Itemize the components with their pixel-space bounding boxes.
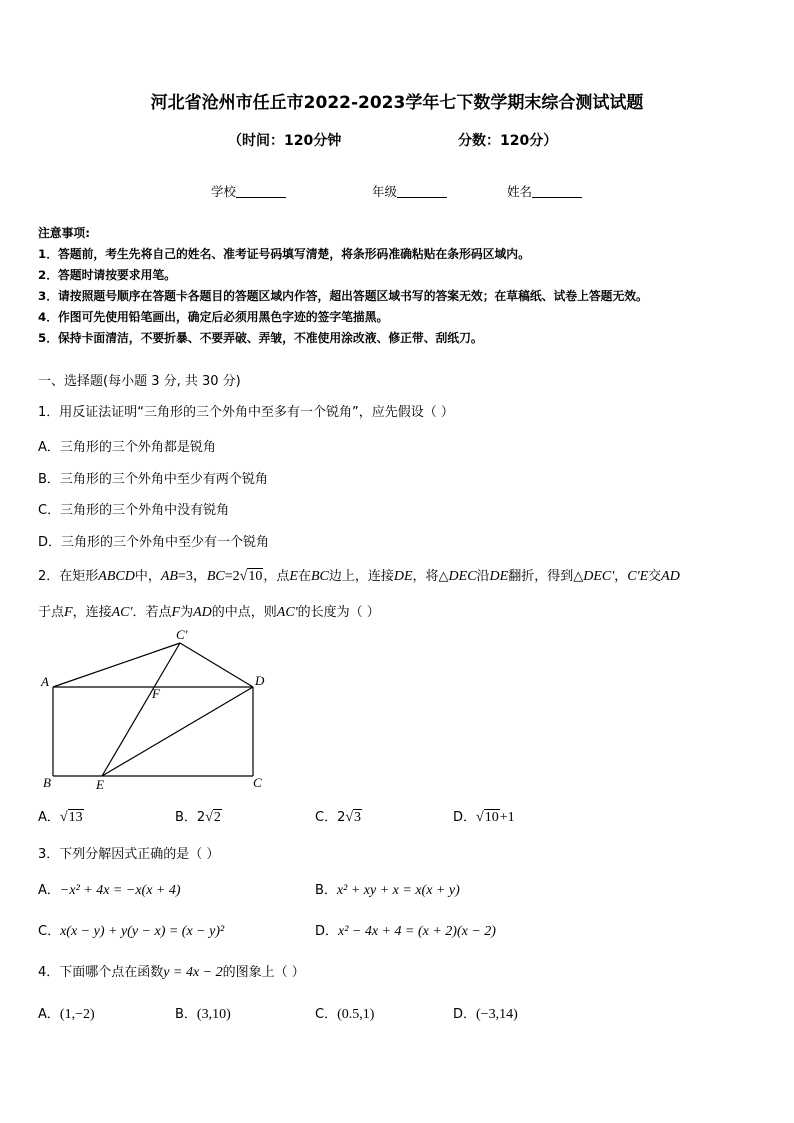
segment-c-prime-d <box>180 643 253 687</box>
grade-blank[interactable] <box>397 185 447 198</box>
notice-item: 4．作图可先使用铅笔画出，确定后必须用黑色字迹的签字笔描黑。 <box>38 310 389 324</box>
q1-option-c[interactable]: C．三角形的三个外角中没有锐角 <box>38 503 230 518</box>
q2-option-a[interactable]: A．√13 <box>38 810 83 825</box>
score-label: 分数：120分） <box>458 133 558 149</box>
school-label: 学校 <box>211 184 237 199</box>
q1-option-a[interactable]: A．三角形的三个外角都是锐角 <box>38 440 216 455</box>
label-c: C <box>253 775 262 790</box>
label-e: E <box>96 777 104 792</box>
grade-label: 年级 <box>372 184 398 199</box>
section-heading: 一、选择题(每小题 3 分, 共 30 分) <box>38 374 241 389</box>
school-blank[interactable] <box>236 185 286 198</box>
q4-option-c[interactable]: C．(0.5,1) <box>315 1007 375 1022</box>
q2-figure <box>30 625 280 795</box>
label-f: F <box>152 686 160 701</box>
notice-item: 5．保持卡面清洁，不要折暴、不要弄破、弄皱，不准使用涂改液、修正带、刮纸刀。 <box>38 331 483 345</box>
segment-de <box>102 687 253 776</box>
q3-option-d[interactable]: D．x² − 4x + 4 = (x + 2)(x − 2) <box>315 924 496 939</box>
q3-option-c[interactable]: C．x(x − y) + y(y − x) = (x − y)² <box>38 924 225 939</box>
notice-item: 3．请按照题号顺序在答题卡各题目的答题区域内作答，超出答题区域书写的答案无效；在草稿纸、试卷上答题无效。 <box>38 289 648 303</box>
q3-option-a[interactable]: A．−x² + 4x = −x(x + 4) <box>38 883 181 898</box>
segment-c-prime-e <box>102 643 180 776</box>
q4-option-b[interactable]: B．(3,10) <box>175 1007 231 1022</box>
segment-ac-prime <box>53 643 180 687</box>
q4-option-d[interactable]: D．(−3,14) <box>453 1007 518 1022</box>
name-field <box>507 182 582 200</box>
notice-item: 1．答题前，考生先将自己的姓名、准考证号码填写清楚，将条形码准确粘贴在条形码区域内。 <box>38 247 530 261</box>
label-d: D <box>255 673 265 688</box>
q2-stem-line1: 2．在矩形ABCD中，AB=3，BC=2√10，点E在BC边上，连接DE，将△DEC沿DE翻折，得到△DEC'，C'E交AD <box>38 569 680 584</box>
school-field <box>211 182 286 200</box>
q3-stem: 3．下列分解因式正确的是（ ） <box>38 847 220 862</box>
time-label: （时间：120分钟 <box>228 133 342 149</box>
q1-option-b[interactable]: B．三角形的三个外角中至少有两个锐角 <box>38 472 268 487</box>
notice-heading: 注意事项: <box>38 226 90 240</box>
q4-stem: 4．下面哪个点在函数y = 4x − 2的图象上（ ） <box>38 965 305 980</box>
label-c-prime: C' <box>176 627 188 642</box>
q3-option-b[interactable]: B．x² + xy + x = x(x + y) <box>315 883 460 898</box>
q1-stem: 1．用反证法证明“三角形的三个外角中至多有一个锐角”，应先假设（ ） <box>38 405 454 420</box>
q2-option-d[interactable]: D．√10+1 <box>453 810 515 825</box>
name-blank[interactable] <box>532 185 582 198</box>
label-b: B <box>43 775 51 790</box>
q2-option-b[interactable]: B．2√2 <box>175 810 221 825</box>
notice-item: 2．答题时请按要求用笔。 <box>38 268 176 282</box>
page-title: 河北省沧州市任丘市2022-2023学年七下数学期末综合测试试题 <box>150 93 644 113</box>
q1-option-d[interactable]: D．三角形的三个外角中至少有一个锐角 <box>38 535 270 550</box>
name-label: 姓名 <box>507 184 533 199</box>
grade-field <box>372 182 447 200</box>
label-a: A <box>41 674 49 689</box>
q2-stem-line2: 于点F，连接AC'．若点F为AD的中点，则AC'的长度为（ ） <box>38 605 380 620</box>
q4-option-a[interactable]: A．(1,−2) <box>38 1007 95 1022</box>
q2-option-c[interactable]: C．2√3 <box>315 810 362 825</box>
